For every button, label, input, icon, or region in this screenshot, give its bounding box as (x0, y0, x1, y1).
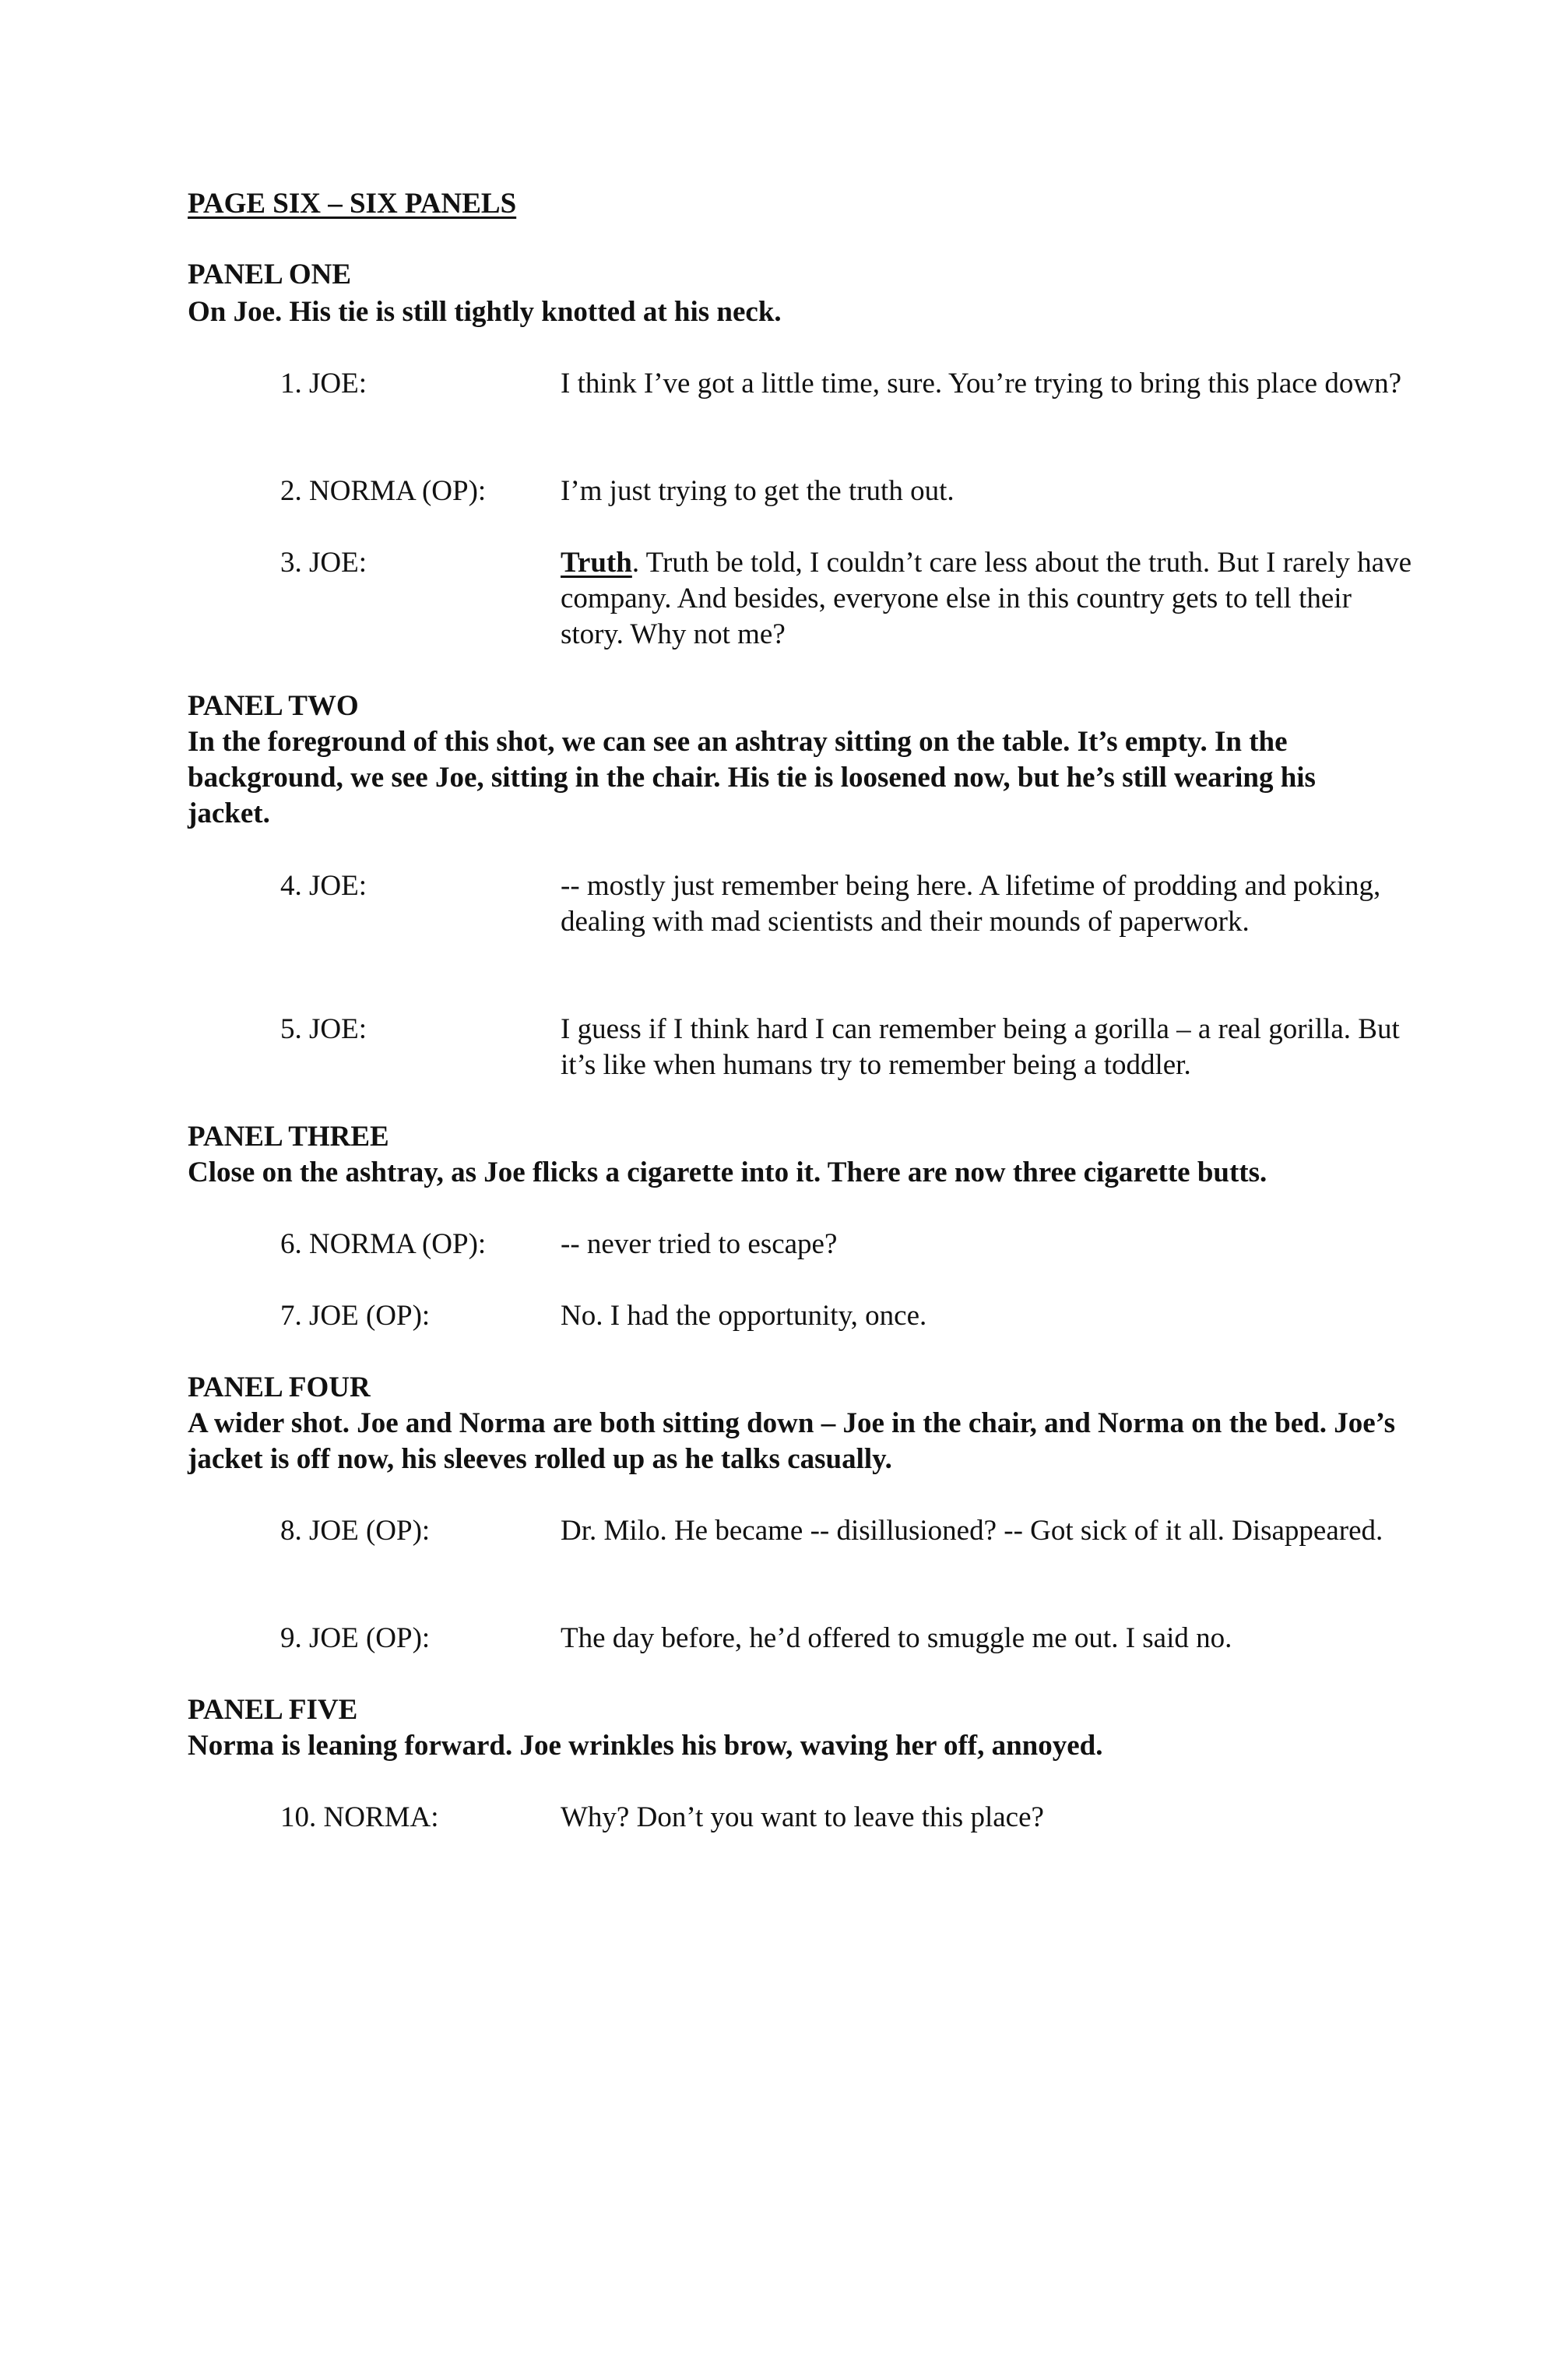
dialogue-line (561, 545, 1417, 653)
dialogue-line: I guess if I think hard I can remember being a gorilla – a real gorilla. But it’s like when humans try to remember being a toddler. (561, 1013, 1400, 1081)
panel-two-title: PANEL TWO (188, 690, 359, 722)
panel-five-title: PANEL FIVE (188, 1694, 358, 1726)
dialogue-speaker: 6. NORMA (OP): (280, 1228, 487, 1260)
dialogue-speaker: 9. JOE (OP): (280, 1622, 431, 1654)
dialogue-line: -- mostly just remember being here. A lifetime of prodding and poking, dealing with mad scientists and their mounds of paperwork. (561, 870, 1381, 938)
dialogue-line: No. I had the opportunity, once. (561, 1300, 927, 1332)
dialogue-line: -- never tried to escape? (561, 1228, 838, 1260)
panel-two-description: In the foreground of this shot, we can see an ashtray sitting on the table. It’s empty. In the background, we see Joe, sitting in the chair. His tie is loosened now, but he’s still wearing his jacket. (188, 726, 1316, 829)
page-heading: PAGE SIX – SIX PANELS (188, 188, 517, 220)
dialogue-line: The day before, he’d offered to smuggle me out. I said no. (561, 1622, 1232, 1654)
dialogue-speaker: 7. JOE (OP): (280, 1300, 431, 1332)
dialogue-speaker: 2. NORMA (OP): (280, 475, 487, 507)
dialogue-line: Dr. Milo. He became -- disillusioned? -- Got sick of it all. Disappeared. (561, 1515, 1383, 1547)
panel-three-description: Close on the ashtray, as Joe flicks a cigarette into it. There are now three cigarette butts. (188, 1157, 1267, 1188)
dialogue-line: I think I’ve got a little time, sure. You’re trying to bring this place down? (561, 368, 1401, 400)
dialogue-speaker: 4. JOE: (280, 870, 367, 902)
dialogue-line-text: . Truth be told, I couldn’t care less about the truth. But I rarely have company. And besides, everyone else in this country gets to tell their story. Why not me? (561, 547, 1412, 650)
dialogue-speaker: 1. JOE: (280, 368, 367, 400)
panel-three-title: PANEL THREE (188, 1121, 389, 1153)
dialogue-speaker: 3. JOE: (280, 547, 367, 579)
dialogue-speaker: 8. JOE (OP): (280, 1515, 431, 1547)
dialogue-speaker: 10. NORMA: (280, 1801, 439, 1833)
dialogue-line: Why? Don’t you want to leave this place? (561, 1801, 1044, 1833)
dialogue-speaker: 5. JOE: (280, 1013, 367, 1045)
dialogue-line: I’m just trying to get the truth out. (561, 475, 955, 507)
panel-four-title: PANEL FOUR (188, 1371, 371, 1403)
panel-one-description: On Joe. His tie is still tightly knotted at his neck. (188, 296, 782, 328)
panel-five-description: Norma is leaning forward. Joe wrinkles his brow, waving her off, annoyed. (188, 1730, 1103, 1762)
emphasized-word: Truth (561, 547, 632, 579)
panel-four-description: A wider shot. Joe and Norma are both sitting down – Joe in the chair, and Norma on the bed. Joe’s jacket is off now, his sleeves rolled up as he talks casually. (188, 1407, 1396, 1475)
panel-one-title: PANEL ONE (188, 259, 352, 290)
